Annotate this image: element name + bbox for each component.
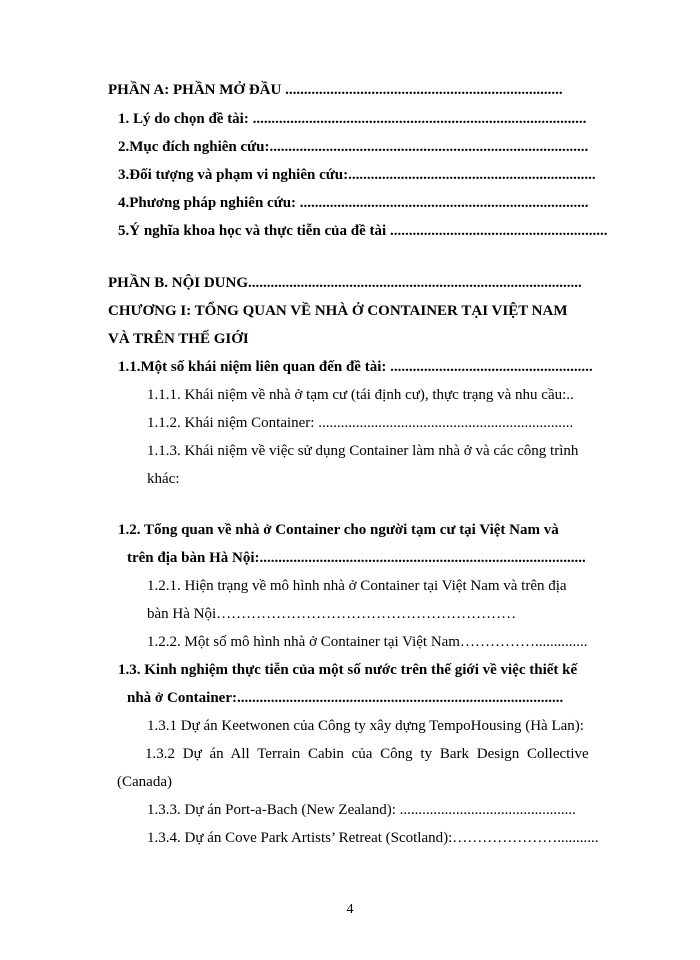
toc-section-1-1: 1.1.Một số khái niệm liên quan đến đề tài: ...................................................... xyxy=(118,359,593,375)
toc-section-1-3-cont: nhà ở Container:....................................................................................... xyxy=(127,690,564,706)
toc-chapter-1-title: CHƯƠNG I: TỔNG QUAN VỀ NHÀ Ở CONTAINER TẠI VIỆT NAM xyxy=(108,303,568,319)
toc-subsection-1-2-1-cont: bàn Hà Nội…………………………………………………… xyxy=(147,606,517,622)
toc-subsection-1-1-3-cont: khác: xyxy=(147,471,180,487)
toc-subsection-1-1-3: 1.1.3. Khái niệm về việc sử dụng Container làm nhà ở và các công trình xyxy=(147,443,579,459)
toc-subsection-1-2-2: 1.2.2. Một số mô hình nhà ở Container tại Việt Nam…………….............. xyxy=(147,634,588,650)
toc-chapter-1-title-cont: VÀ TRÊN THẾ GIỚI xyxy=(108,331,249,347)
toc-part-b: PHẦN B. NỘI DUNG......................................................................................... xyxy=(108,275,582,291)
toc-part-a: PHẦN A: PHẦN MỞ ĐẦU .......................................................................... xyxy=(108,82,563,98)
toc-section-1-2: 1.2. Tổng quan về nhà ở Container cho người tạm cư tại Việt Nam và xyxy=(118,522,559,538)
toc-subsection-1-1-2: 1.1.2. Khái niệm Container: .................................................................... xyxy=(147,415,574,431)
page-number: 4 xyxy=(346,902,354,917)
toc-section-1-2-cont: trên địa bàn Hà Nội:....................................................................................... xyxy=(127,550,586,566)
toc-subsection-1-3-2-cont: (Canada) xyxy=(117,774,172,790)
toc-subsection-1-2-1: 1.2.1. Hiện trạng về mô hình nhà ở Container tại Việt Nam và trên địa xyxy=(147,578,567,594)
toc-subsection-1-3-1: 1.3.1 Dự án Keetwonen của Công ty xây dựng TempoHousing (Hà Lan): xyxy=(147,718,584,734)
toc-a-item-2: 2.Mục đích nghiên cứu:..................................................................................... xyxy=(118,139,589,155)
toc-a-item-3: 3.Đối tượng và phạm vi nghiên cứu:.................................................................. xyxy=(118,167,596,183)
toc-a-item-1: 1. Lý do chọn đề tài: ......................................................................................... xyxy=(118,111,587,127)
toc-subsection-1-3-2: 1.3.2 Dự án All Terrain Cabin của Công ty Bark Design Collective xyxy=(145,746,589,762)
toc-section-1-3: 1.3. Kinh nghiệm thực tiễn của một số nước trên thế giới về việc thiết kế xyxy=(118,662,578,678)
toc-a-item-5: 5.Ý nghĩa khoa học và thực tiễn của đề tài .......................................................... xyxy=(118,223,608,239)
toc-subsection-1-3-3: 1.3.3. Dự án Port-a-Bach (New Zealand): ............................................... xyxy=(147,802,576,818)
toc-a-item-4: 4.Phương pháp nghiên cứu: ............................................................................. xyxy=(118,195,589,211)
toc-subsection-1-1-1: 1.1.1. Khái niệm về nhà ở tạm cư (tái định cư), thực trạng và nhu cầu:.. xyxy=(147,387,574,403)
toc-subsection-1-3-4: 1.3.4. Dự án Cove Park Artists’ Retreat (Scotland):…………………........... xyxy=(147,830,599,846)
